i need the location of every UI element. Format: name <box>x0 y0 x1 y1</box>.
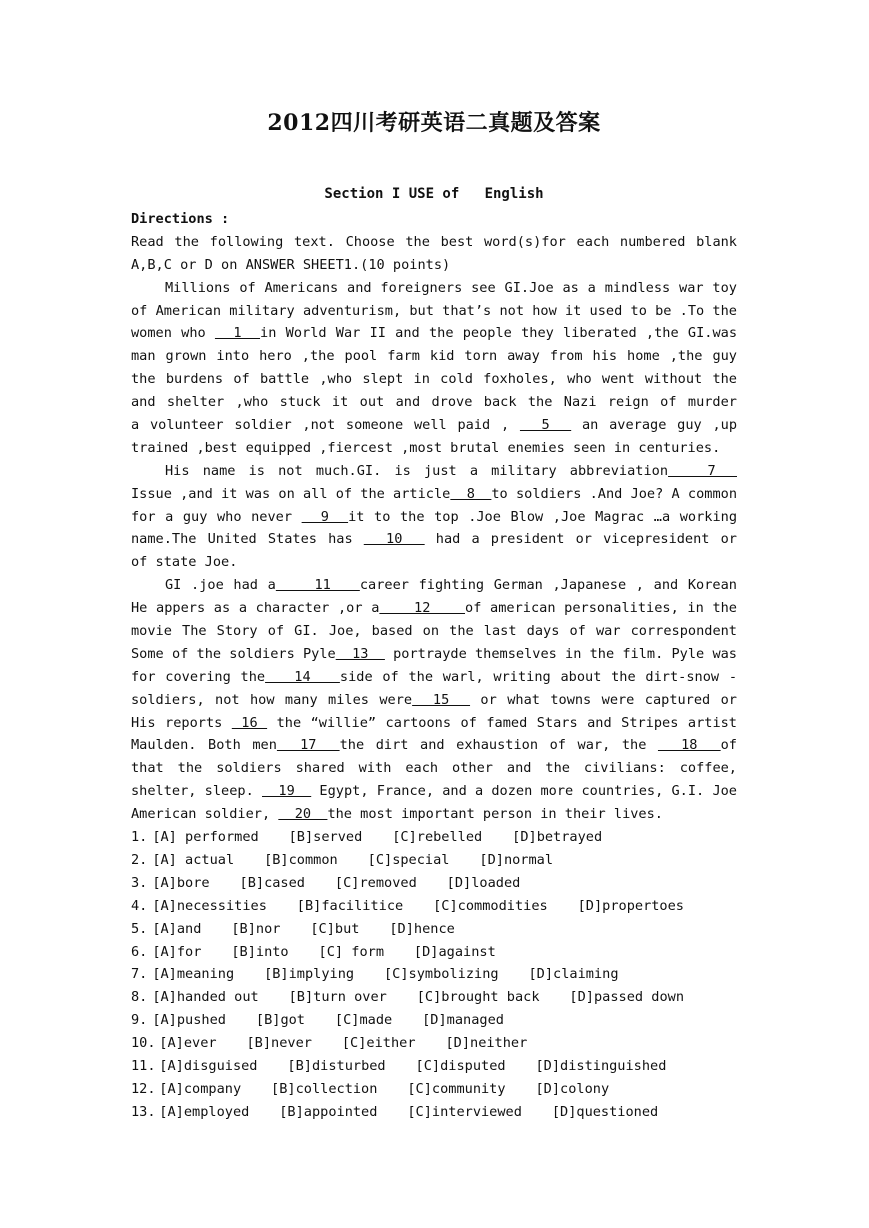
passage-line <box>131 551 737 574</box>
answer-choice: [D]against <box>413 943 496 960</box>
answer-choice: [D]distinguished <box>535 1057 667 1074</box>
question-number: 4. <box>131 897 148 914</box>
question-options-row <box>131 1101 737 1124</box>
answer-choice: [B]common <box>264 851 338 868</box>
passage-text: American soldier, <box>131 806 279 823</box>
passage-line <box>131 528 737 551</box>
answer-options <box>131 826 737 1124</box>
answer-choice: [B]appointed <box>279 1103 378 1120</box>
numbered-blank: 10 <box>363 531 425 548</box>
answer-choice: [B]collection <box>271 1080 378 1097</box>
question-options-row <box>131 1009 737 1032</box>
answer-choice: [B]nor <box>231 920 281 937</box>
passage-text: GI .joe had a <box>165 577 276 594</box>
passage-text: His reports <box>131 714 232 731</box>
numbered-blank: 7 <box>668 462 737 479</box>
question-options-row <box>131 918 737 941</box>
passage-line <box>131 712 737 735</box>
passage-line <box>131 460 737 483</box>
passage-text: the most important person in their lives. <box>327 806 663 823</box>
answer-choice: [A]necessities <box>152 897 267 914</box>
passage-text: for covering the <box>131 668 266 685</box>
numbered-blank: 18 <box>657 737 721 754</box>
answer-choice: [D]propertoes <box>577 897 684 914</box>
passage-text: movie The Story of GI. Joe, based on the last days of war correspondent <box>131 623 737 640</box>
question-number: 11. <box>131 1057 156 1074</box>
question-number: 12. <box>131 1080 156 1097</box>
passage-line <box>131 322 737 345</box>
passage-text: it to the top .Joe Blow ,Joe Magrac …a working <box>348 508 737 525</box>
passage-line <box>131 345 737 368</box>
question-options-row <box>131 895 737 918</box>
passage-line <box>131 277 737 300</box>
passage-line <box>131 391 737 414</box>
document-title: 2012四川考研英语二真题及答案 <box>267 110 601 136</box>
answer-choice: [D]normal <box>479 851 554 868</box>
directions-label: Directions : <box>131 211 230 227</box>
numbered-blank: 12 <box>379 600 466 617</box>
passage-text: an average guy ,up <box>571 417 737 434</box>
answer-choice: [A]and <box>152 920 202 937</box>
passage-text: His name is not much.GI. is just a military abbreviation <box>165 462 669 479</box>
question-number: 2. <box>131 851 148 868</box>
passage-line <box>131 300 737 323</box>
passage-text: in World War II and the people they liberated ,the GI.was <box>260 325 737 342</box>
answer-choice: [B]disturbed <box>287 1057 386 1074</box>
answer-choice: [D]neither <box>445 1035 528 1052</box>
passage-text: had a president or vicepresident or <box>435 531 737 548</box>
passage-text: trained ,best equipped ,fiercest ,most brutal enemies seen in centuries. <box>131 439 721 456</box>
answer-choice: [D]betrayed <box>512 829 603 846</box>
answer-choice: [B]served <box>288 829 363 846</box>
question-options-row <box>131 1055 737 1078</box>
passage-text: or what towns were captured or <box>480 691 737 708</box>
passage-line <box>131 414 737 437</box>
passage-text: He appers as a character ,or a <box>131 600 380 617</box>
question-options-row <box>131 986 737 1009</box>
question-options-row <box>131 963 737 986</box>
question-number: 13. <box>131 1103 156 1120</box>
passage-line <box>131 597 737 620</box>
answer-choice: [C]brought back <box>416 989 540 1006</box>
numbered-blank: 8 <box>450 485 492 502</box>
passage-line <box>131 643 737 666</box>
numbered-blank: 19 <box>262 783 312 800</box>
answer-choice: [A]meaning <box>152 966 235 983</box>
passage-line <box>131 437 737 460</box>
answer-choice: [B]cased <box>239 874 305 891</box>
numbered-blank: 16 <box>231 714 268 731</box>
passage-text: of american personalities, in the <box>465 600 737 617</box>
answer-choice: [A]bore <box>152 874 210 891</box>
answer-choice: [B]turn over <box>288 989 387 1006</box>
passage-line <box>131 368 737 391</box>
answer-choice: [D]managed <box>422 1012 504 1029</box>
numbered-blank: 11 <box>275 577 360 594</box>
passage-text: women who <box>131 325 215 342</box>
passage-text: of American military adventurism, but that’s not how it used to be .To the <box>131 302 737 319</box>
directions-line: A,B,C or D on ANSWER SHEET1.(10 points) <box>131 256 451 273</box>
passage <box>131 277 737 826</box>
passage-line <box>131 757 737 780</box>
question-options-row <box>131 826 737 849</box>
passage-line <box>131 689 737 712</box>
passage-line <box>131 574 737 597</box>
passage-line <box>131 506 737 529</box>
passage-text: of state Joe. <box>131 554 238 571</box>
question-options-row <box>131 1032 737 1055</box>
question-number: 10. <box>131 1035 156 1052</box>
answer-choice: [B]facilitice <box>296 897 404 914</box>
question-options-row <box>131 872 737 895</box>
question-number: 7. <box>131 966 148 983</box>
answer-choice: [D]questioned <box>551 1103 659 1120</box>
passage-text: Millions of Americans and foreigners see GI.Joe as a mindless war toy <box>165 279 737 296</box>
answer-choice: [A] actual <box>152 851 235 868</box>
question-options-row <box>131 1078 737 1101</box>
passage-text: side of the warl, writing about the dirt-snow - <box>339 668 737 685</box>
answer-choice: [C] form <box>318 943 385 960</box>
answer-choice: [D]hence <box>389 920 455 937</box>
numbered-blank: 9 <box>301 508 349 525</box>
answer-choice: [B]got <box>255 1012 305 1029</box>
question-options-row <box>131 849 737 872</box>
passage-line <box>131 803 737 826</box>
passage-text: man grown into hero ,the pool farm kid torn away from his home ,the guy <box>131 348 737 365</box>
question-number: 1. <box>131 829 148 846</box>
passage-line <box>131 780 737 803</box>
answer-choice: [B]never <box>246 1035 312 1052</box>
passage-text: shelter, sleep. <box>131 783 262 800</box>
passage-text: of <box>720 737 737 754</box>
passage-line <box>131 483 737 506</box>
passage-text: the burdens of battle ,who slept in cold foxholes, who went without the <box>131 371 737 388</box>
numbered-blank: 17 <box>276 737 340 754</box>
passage-text: and shelter ,who stuck it out and drove back the Nazi reign of murder <box>131 394 737 411</box>
answer-choice: [B]implying <box>264 966 355 983</box>
passage-text: soldiers, not how many miles were <box>131 691 413 708</box>
answer-choice: [C]symbolizing <box>384 966 499 983</box>
passage-text: the “willie” cartoons of famed Stars and Stripes artist <box>276 714 737 731</box>
answer-choice: [A]ever <box>159 1035 217 1052</box>
question-number: 6. <box>131 943 148 960</box>
passage-text: name.The United States has <box>131 531 364 548</box>
answer-choice: [A]employed <box>159 1103 250 1120</box>
answer-choice: [A]handed out <box>152 989 259 1006</box>
answer-choice: [A]pushed <box>152 1012 226 1029</box>
passage-text: Some of the soldiers Pyle <box>131 645 336 662</box>
answer-choice: [B]into <box>231 943 289 960</box>
answer-choice: [C]commodities <box>433 897 548 914</box>
numbered-blank: 14 <box>265 668 340 685</box>
answer-choice: [D]loaded <box>446 874 521 891</box>
answer-choice: [A]disguised <box>159 1057 258 1074</box>
question-number: 8. <box>131 989 148 1006</box>
answer-choice: [C]rebelled <box>392 829 483 846</box>
passage-line <box>131 666 737 689</box>
answer-choice: [D]colony <box>535 1080 610 1097</box>
passage-text: portrayde themselves in the film. Pyle was <box>393 645 737 662</box>
answer-choice: [D]claiming <box>528 966 619 983</box>
numbered-blank: 13 <box>335 645 385 662</box>
passage-line <box>131 620 737 643</box>
passage-line <box>131 734 737 757</box>
passage-text: Issue ,and it was on all of the article <box>131 485 451 502</box>
answer-choice: [C]special <box>367 851 450 868</box>
passage-text: the dirt and exhaustion of war, the <box>339 737 658 754</box>
passage-text: for a guy who never <box>131 508 302 525</box>
passage-text: a volunteer soldier ,not someone well paid , <box>131 417 520 434</box>
answer-choice: [C]made <box>334 1012 393 1029</box>
passage-text: that the soldiers shared with each other and the civilians: coffee, <box>131 760 737 777</box>
question-number: 5. <box>131 920 148 937</box>
answer-choice: [A]company <box>159 1080 242 1097</box>
answer-choice: [C]removed <box>334 874 417 891</box>
numbered-blank: 15 <box>412 691 471 708</box>
answer-choice: [A] performed <box>152 829 259 846</box>
passage-text: Maulden. Both men <box>131 737 277 754</box>
directions-line: Read the following text. Choose the best word(s)for each numbered blank <box>131 233 737 250</box>
answer-choice: [A]for <box>152 943 202 960</box>
document-body <box>131 208 737 1124</box>
answer-choice: [C]either <box>341 1035 416 1052</box>
question-number: 9. <box>131 1012 148 1029</box>
answer-choice: [D]passed down <box>569 989 684 1006</box>
passage-text: Egypt, France, and a dozen more countries, G.I. Joe <box>319 783 737 800</box>
answer-choice: [C]community <box>407 1080 506 1097</box>
section-heading: Section I USE of English <box>324 186 544 202</box>
question-options-row <box>131 941 737 964</box>
passage-text: career fighting German ,Japanese , and Korean <box>359 577 737 594</box>
answer-choice: [C]but <box>310 920 360 937</box>
question-number: 3. <box>131 874 148 891</box>
passage-text: to soldiers .And Joe? A common <box>491 485 737 502</box>
numbered-blank: 20 <box>278 806 328 823</box>
answer-choice: [C]disputed <box>415 1057 506 1074</box>
directions-label-line <box>131 208 737 231</box>
numbered-blank: 5 <box>519 417 572 434</box>
numbered-blank: 1 <box>214 325 261 342</box>
answer-choice: [C]interviewed <box>407 1103 522 1120</box>
